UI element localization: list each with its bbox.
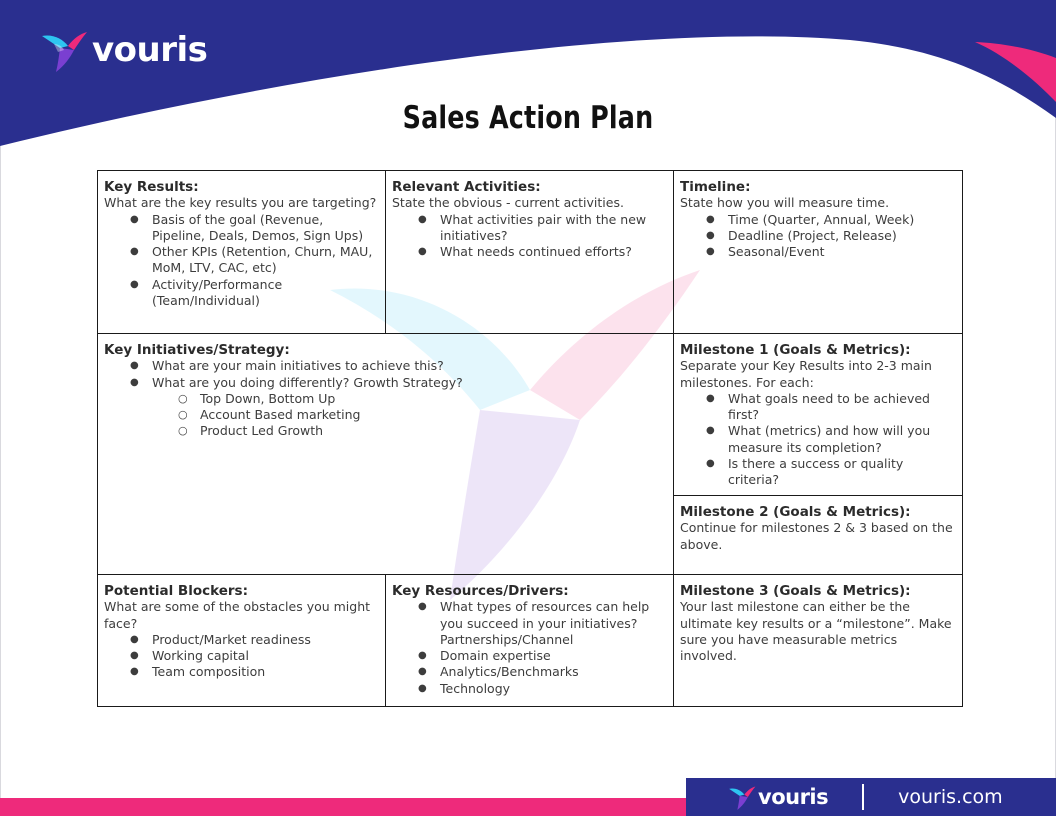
relevant-activities-cell[interactable] [386,171,674,334]
potential-blockers-cell[interactable] [98,575,386,707]
relevant-activities-list [392,212,667,261]
list-item: ● Is there a success or quality criteria? [728,456,956,489]
key-initiatives-cell[interactable] [98,334,674,575]
key-results-cell[interactable] [98,171,386,334]
milestone2-cell[interactable] [674,496,963,575]
milestone2-desc: Continue for milestones 2 & 3 based on the above. [680,520,953,552]
list-item: ● Deadline (Project, Release) [728,228,956,244]
list-item-text: What are you doing differently? Growth Strategy? [152,374,463,390]
hummingbird-icon [728,784,756,810]
key-results-desc: What are the key results you are targeting? [104,195,377,211]
list-item: ● Seasonal/Event [728,244,956,260]
list-item: ● Team composition [152,664,379,680]
footer-logo[interactable] [728,784,828,810]
key-resources-list [392,599,667,697]
list-item: ● Working capital [152,648,379,664]
sub-list-item: ○ Product Led Growth [200,423,667,439]
list-item: ● What (metrics) and how will you measure its completion? [728,423,956,456]
footer-logo-wordmark: vouris [758,785,829,809]
relevant-activities-title: Relevant Activities: [392,179,541,195]
timeline-title: Timeline: [680,179,751,195]
key-initiatives-list [104,358,667,439]
list-item: ● Analytics/Benchmarks [440,664,667,680]
milestone2-title: Milestone 2 (Goals & Metrics): [680,504,911,520]
list-item: ● What types of resources can help you succeed in your initiatives? Partnerships/Channel [440,599,667,648]
key-initiatives-sublist [152,391,667,440]
key-resources-title: Key Resources/Drivers: [392,583,569,599]
potential-blockers-list [104,632,379,681]
sub-list-item: ○ Top Down, Bottom Up [200,391,667,407]
list-item: ● What needs continued efforts? [440,244,667,260]
milestone1-desc: Separate your Key Results into 2-3 main milestones. For each: [680,358,932,390]
timeline-list [680,212,956,261]
header-logo[interactable] [40,28,207,72]
milestone3-title: Milestone 3 (Goals & Metrics): [680,583,911,599]
timeline-desc: State how you will measure time. [680,195,890,211]
page-title: Sales Action Plan [402,100,654,136]
milestone1-title: Milestone 1 (Goals & Metrics): [680,342,911,358]
footer-divider [862,784,864,810]
footer-bar [686,778,1056,816]
logo-wordmark: vouris [92,30,208,70]
potential-blockers-title: Potential Blockers: [104,583,248,599]
footer-accent-strip [0,798,690,816]
list-item: ● Other KPIs (Retention, Churn, MAU, MoM, LTV, CAC, etc) [152,244,379,277]
key-initiatives-title: Key Initiatives/Strategy: [104,342,290,358]
potential-blockers-desc: What are some of the obstacles you might face? [104,599,371,631]
key-results-title: Key Results: [104,179,199,195]
footer-url-link[interactable]: vouris.com [898,786,1003,808]
relevant-activities-desc: State the obvious - current activities. [392,195,624,211]
list-item: ● What activities pair with the new initiatives? [440,212,667,245]
hummingbird-icon [40,28,88,72]
list-item: ● Basis of the goal (Revenue, Pipeline, Deals, Demos, Sign Ups) [152,212,379,245]
key-results-list [104,212,379,310]
list-item: ● Technology [440,681,667,697]
timeline-cell[interactable] [674,171,963,334]
sub-list-item: ○ Account Based marketing [200,407,667,423]
milestone3-cell[interactable] [674,575,963,707]
list-item [152,375,667,440]
key-resources-cell[interactable] [386,575,674,707]
milestone1-cell[interactable] [674,334,963,496]
milestone1-list [680,391,956,489]
list-item: ● Domain expertise [440,648,667,664]
list-item: ● Time (Quarter, Annual, Week) [728,212,956,228]
action-plan-table [97,170,963,707]
list-item: ● Activity/Performance (Team/Individual) [152,277,379,310]
list-item: ● Product/Market readiness [152,632,379,648]
milestone3-desc: Your last milestone can either be the ultimate key results or a “milestone”. Make sure you have measurable metrics involved. [680,599,952,664]
list-item: ● What goals need to be achieved first? [728,391,956,424]
list-item: ● What are your main initiatives to achieve this? [152,358,667,374]
